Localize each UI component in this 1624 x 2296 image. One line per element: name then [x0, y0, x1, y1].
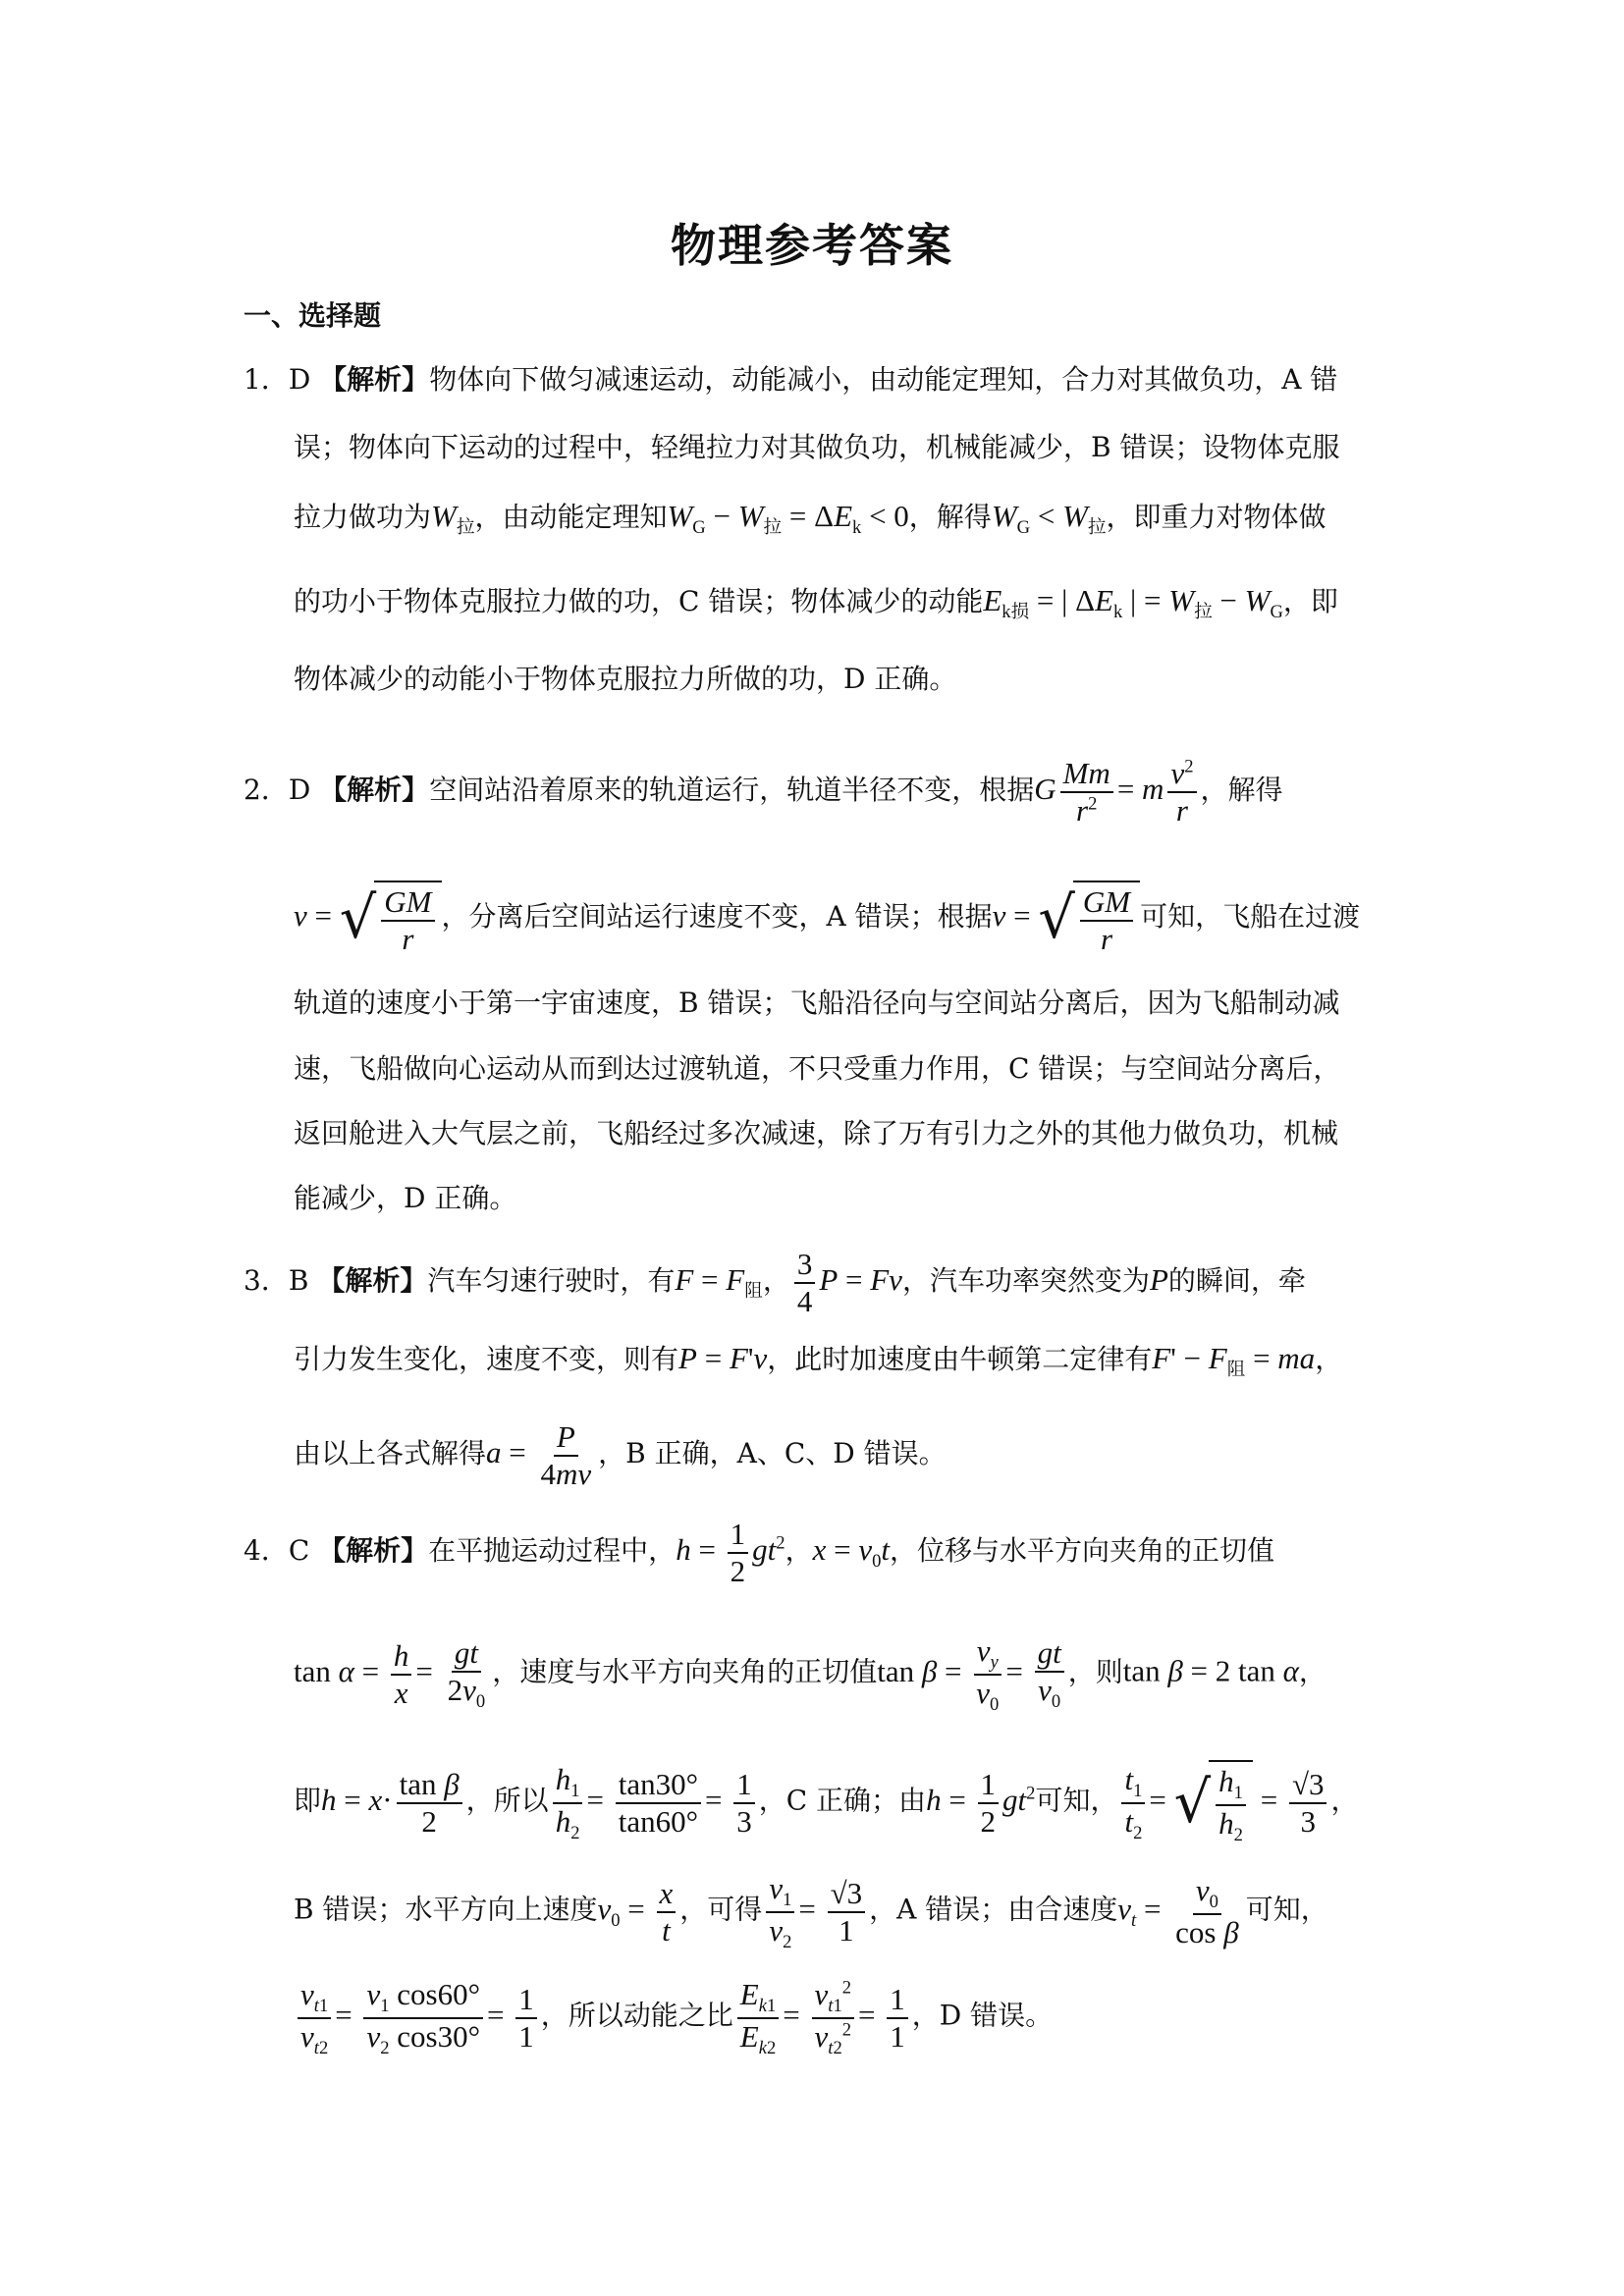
q4-line-4	[294, 1871, 1328, 1952]
q4-formula-vt-ratio: $\frac{v_{t1}}{v_{t2}}$ = $\frac{v_1 \cos 60^\circ}{v_2 \cos 30^\circ}$ = $\frac{1}{1}$	[294, 1998, 541, 2032]
q1-tag: 【解析】	[319, 363, 430, 396]
q3-text: ，B 正确，A、C、D 错误。	[598, 1436, 947, 1469]
q4-text: ，D 错误。	[911, 1999, 1054, 2032]
q2-line-5: 返回舱进入大气层之前，飞船经过多次减速，除了万有引力之外的其他力做负功，机械	[294, 1117, 1339, 1149]
q3-text: 汽车匀速行驶时，有	[427, 1263, 676, 1297]
q4-formula-v-ratio: $\frac{v_1}{v_2}$ = $\frac{√3}{1}$	[762, 1892, 869, 1926]
q1-formula-w: $W_拉$	[431, 499, 475, 539]
q4-text: 在平抛运动过程中，	[428, 1533, 677, 1567]
q4-text: 可知，	[1035, 1784, 1118, 1817]
page-title: 物理参考答案	[671, 219, 953, 272]
q4-line-5	[294, 1977, 1053, 2058]
q3-text: 的瞬间，牵	[1167, 1263, 1306, 1297]
q2-line-6: 能减少，D 正确。	[294, 1182, 517, 1214]
q3-formula-acceleration: a = $\frac{P}{4mv}$	[486, 1419, 592, 1491]
q3-number: 3．B	[244, 1263, 309, 1297]
q3-tag: 【解析】	[317, 1263, 428, 1297]
q4-formula-h-expr: h = x· $\frac{\text{tan β}}{2}$	[321, 1783, 466, 1817]
q3-formula-instant-power: P = F'v	[678, 1341, 768, 1375]
q3-text: ，	[1315, 1343, 1343, 1375]
q1-line-4	[294, 581, 1338, 632]
q4-text: ，A 错误；由合速度	[869, 1893, 1118, 1926]
section-heading: 一、选择题	[244, 299, 382, 332]
q4-text: ，则	[1067, 1655, 1123, 1688]
q2-line-3: 轨道的速度小于第一宇宙速度，B 错误；飞船沿径向与空间站分离后，因为飞船制动减	[294, 987, 1340, 1019]
q2-line-1	[244, 756, 1283, 828]
q3-symbol-p: P	[1149, 1261, 1168, 1297]
q3-line-2	[294, 1339, 1342, 1390]
q4-line-2	[294, 1633, 1326, 1715]
q2-text: 空间站沿着原来的轨道运行，轨道半径不变，根据	[429, 773, 1035, 806]
q2-text: 可知，飞船在过渡	[1140, 899, 1361, 933]
q1-number: 1．D	[244, 363, 311, 396]
q4-formula-vertical: h = $\frac{1}{2}$ $gt^2$	[676, 1517, 785, 1588]
q4-formula-tan-beta: tan β = $\frac{v_y}{v_0}$ = $\frac{gt}{v_0}$	[877, 1654, 1067, 1688]
q3-text: ，	[762, 1263, 790, 1297]
q1-formula-inequality: $W_G < W_拉$	[991, 499, 1107, 539]
q1-line-1	[244, 360, 1337, 400]
q4-formula-vertical-2: h = $\frac{1}{2}$ $gt^2$	[926, 1766, 1036, 1839]
q3-formula-newton: $F' - F_阻$ = ma	[1152, 1341, 1316, 1381]
q2-text: ，分离后空间站运行速度不变，A 错误；根据	[441, 899, 993, 933]
q3-text: 引力发生变化，速度不变，则有	[294, 1343, 679, 1375]
q1-text: 物体向下做匀减速运动，动能减小，由动能定理知，合力对其做负功，A 错	[429, 363, 1338, 396]
q3-formula-power: $\frac{3}{4}$ P = Fv	[790, 1262, 902, 1297]
q4-text: ，	[1330, 1784, 1359, 1817]
q3-text: ，此时加速度由牛顿第二定律有	[767, 1343, 1153, 1375]
q4-line-3	[294, 1760, 1358, 1845]
q4-text: ，	[1298, 1655, 1326, 1688]
q4-formula-t-ratio: $\frac{t_1}{t_2}$ = √ $\frac{h_1}{h_2}$ = $\frac{√3}{3}$	[1117, 1783, 1330, 1817]
q4-formula-ek-ratio: $\frac{E_{k1}}{E_{k2}}$ = $\frac{v_{t1}^2}{v_{t2}^2}$ = $\frac{1}{1}$	[733, 1998, 912, 2032]
q2-line-4: 速，飞船做向心运动从而到达过渡轨道，不只受重力作用，C 错误；与空间站分离后，	[294, 1052, 1341, 1085]
q3-text: 由以上各式解得	[294, 1436, 487, 1469]
q4-text: 即	[294, 1784, 322, 1817]
q1-line-5: 物体减少的动能小于物体克服拉力所做的功，D 正确。	[294, 663, 957, 695]
q4-number: 4．C	[244, 1533, 310, 1567]
q4-text: ，C 正确；由	[758, 1784, 927, 1817]
q2-formula-orbital-speed: v = √ $\frac{GM}{r}$	[294, 898, 442, 933]
q4-formula-h-ratio: $\frac{h_1}{h_2}$ = $\frac{\tan 30^\circ}{\tan 60^\circ}$ = $\frac{1}{3}$	[549, 1783, 759, 1817]
q4-text: ，可得	[679, 1893, 763, 1926]
q4-formula-vt: $v_t$ = $\frac{v_0}{\text{cos β}}$	[1117, 1873, 1239, 1950]
q3-line-1	[244, 1247, 1306, 1318]
q4-text: ，位移与水平方向夹角的正切值	[890, 1533, 1275, 1567]
q1-line-3	[294, 497, 1326, 548]
q4-formula-tan-alpha: tan α = $\frac{h}{x}$ = $\frac{gt}{2v_0}$	[294, 1635, 486, 1713]
q3-formula-force-balance: $F = F_阻$	[675, 1261, 763, 1302]
q1-text: 的功小于物体克服拉力做的功，C 错误；物体减少的动能	[294, 585, 984, 617]
q1-text: 拉力做功为	[294, 501, 432, 533]
q2-text: ，解得	[1200, 773, 1283, 806]
q4-text: ，所以动能之比	[540, 1999, 733, 2032]
q4-line-1	[244, 1517, 1274, 1588]
q4-text: 可知，	[1245, 1893, 1328, 1926]
q4-formula-tan-relation: tan β = 2 tan α	[1122, 1653, 1299, 1688]
q2-tag: 【解析】	[319, 773, 430, 806]
q1-formula-kinetic-loss: $E_{k损}$ = | $\Delta E_k$ | = $W_拉 - W_G$	[983, 583, 1283, 623]
q4-formula-v0: $v_0$ = $\frac{x}{t}$	[597, 1892, 679, 1926]
q3-text: ，汽车功率突然变为	[901, 1263, 1150, 1297]
q3-line-3	[294, 1419, 947, 1491]
q4-tag: 【解析】	[318, 1533, 429, 1567]
q4-text: ，所以	[465, 1784, 549, 1817]
q2-number: 2．D	[244, 773, 311, 806]
q2-formula-gravitation: G $\frac{Mm}{r^2}$ = m $\frac{v^2}{r}$	[1034, 772, 1200, 806]
q1-text: ，即	[1282, 585, 1338, 617]
q1-formula-energy-theorem: $W_G - W_拉 = \Delta E_k < 0$	[667, 499, 909, 539]
q4-text: ，	[785, 1533, 813, 1567]
q1-line-2: 误；物体向下运动的过程中，轻绳拉力对其做负功，机械能减少，B 错误；设物体克服	[294, 431, 1340, 463]
q4-text: ，速度与水平方向夹角的正切值	[492, 1655, 878, 1688]
q2-line-2	[294, 881, 1360, 956]
q2-formula-orbital-speed-2: v = √ $\frac{GM}{r}$	[993, 898, 1141, 933]
q4-formula-horizontal: $x = v_0t$	[812, 1531, 891, 1572]
q1-text: ，解得	[908, 501, 992, 533]
q1-text: ，由动能定理知	[474, 501, 668, 533]
q4-text: B 错误；水平方向上速度	[294, 1893, 598, 1926]
q1-text: ，即重力对物体做	[1106, 501, 1326, 533]
